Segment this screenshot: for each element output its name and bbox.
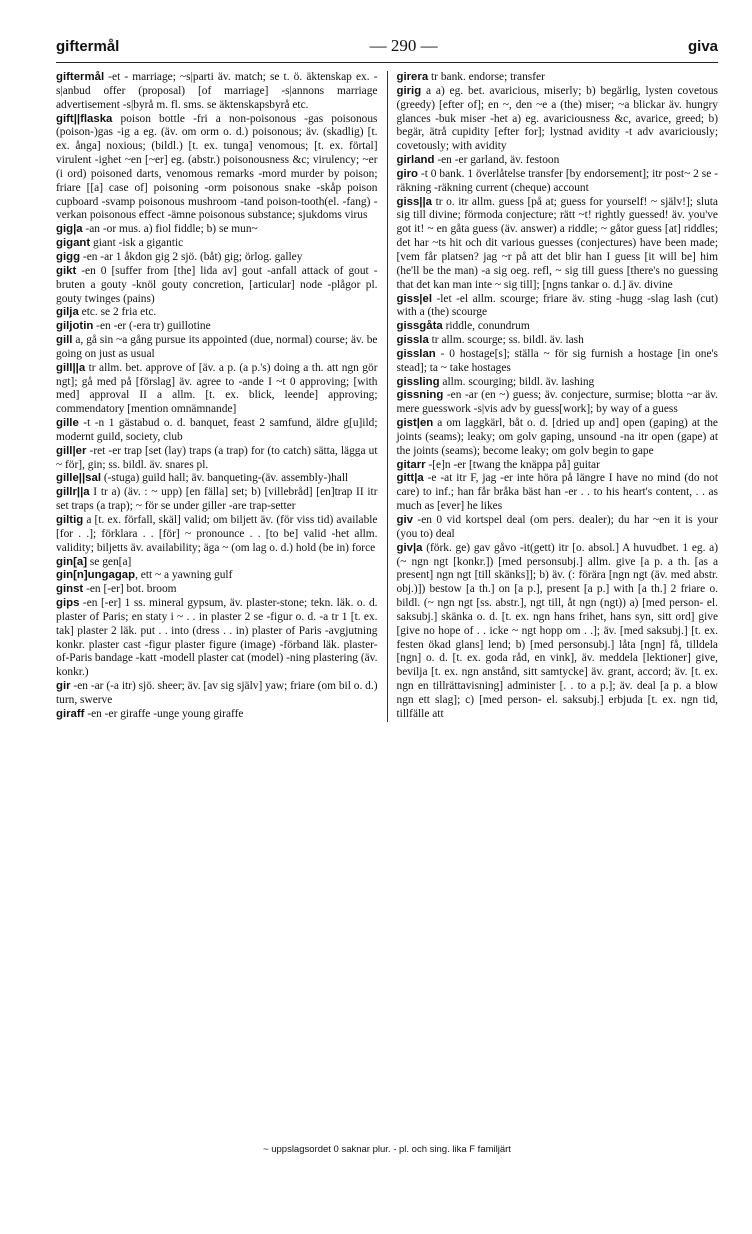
entry-definition: -let -el allm. scourge; friare äv. sting -hugg -slag lash (cut) with a (the) scourge (396, 292, 718, 319)
dictionary-entry (56, 265, 378, 307)
dictionary-entry (397, 417, 719, 459)
entry-definition: , ett ~ a yawning gulf (135, 569, 233, 582)
entry-headword: gissla (396, 334, 429, 347)
page-header (56, 36, 718, 63)
entry-definition: tr o. itr allm. guess [på at; guess for yourself! ~ själv!]; sluta sig till divine; förmoda conjecture; rätt ~t! rightly guessed! äv. you've got it! ~ en gåta guess (äv. answer) a riddle; ~ gåtor guess [at] riddles; det har ~ts hit och dit various guesses (conjectures) have been made; [vem får platsen? jag ~r på att det blir han I guess [it will be] him (he'll be the man) -a sig oeg. refl, ~ sig till guess [there's no guessing that det kan man inte ~ sig till]; [ngns tankar o. d.] äv. divine (396, 195, 718, 291)
entry-definition: -an -or mus. a) fiol fiddle; b) se mun~ (82, 223, 258, 236)
entry-definition: giant -isk a gigantic (90, 237, 184, 250)
entry-headword: giro (396, 167, 419, 180)
entry-headword: gin[a] (56, 555, 88, 568)
dictionary-entry (397, 320, 719, 334)
dictionary-entry (397, 71, 719, 85)
dictionary-entry (397, 85, 719, 154)
entry-headword: gitt|a (396, 472, 424, 485)
entry-headword: gille||sal (56, 472, 101, 485)
entry-headword: gigg (56, 250, 81, 263)
entry-definition: - 0 hostage[s]; ställa ~ för sig furnish a hostage [in one's stead]; ta ~ take hostages (396, 347, 718, 374)
entry-headword: gips (56, 597, 80, 610)
page-number: — 290 — (369, 36, 438, 55)
entry-headword: gill (56, 334, 73, 347)
entry-definition: a, gå sin ~a gång pursue its appointed (due, normal) course; äv. be going on just as usual (56, 334, 378, 360)
entry-headword: giraff (56, 707, 85, 720)
entry-definition: tr allm. bet. approve of [äv. a p. (a p.'s) doing a th. att ngn gör ngt]; gå med på [förslag] äv. agree to -ande I ~t 0 approving; [with med] approval II a allm. [t. ex. blick, leende] approving; commendatory [mention omnämnande] (56, 361, 378, 416)
dictionary-entry (56, 251, 378, 265)
dictionary-entry (56, 417, 378, 445)
entry-columns (56, 71, 718, 722)
entry-headword: giftermål (56, 71, 105, 83)
entry-definition: -en -er garland, äv. festoon (434, 154, 560, 167)
entry-definition: a a) eg. bet. avaricious, miserly; b) begärlig, lysten covetous (greedy) [efter of]; en ~, den ~e a (the) miser; ~a blickar äv. hungry glances -buk miser -het a) eg. avariciousness &c, avarice, greed; b) begär, ätrå cupidity [efter for]; lystnad avidity -t adv avariciously; covetously; with avidity (396, 84, 718, 153)
entry-headword: girland (396, 154, 435, 167)
dictionary-entry (56, 445, 378, 473)
dictionary-entry (397, 154, 719, 168)
entry-headword: gitarr (396, 458, 426, 471)
entry-headword: gill|er (56, 444, 87, 457)
entry-headword: giss|el (396, 292, 432, 305)
dictionary-entry (397, 514, 719, 542)
entry-headword: gig|a (56, 223, 83, 236)
left-column (56, 71, 388, 722)
entry-headword: giv|a (396, 541, 423, 554)
dictionary-entry (397, 376, 719, 390)
entry-headword: gist|en (396, 417, 434, 430)
entry-definition: -en -ar (-a itr) sjö. sheer; äv. [av sig själv] yaw; friare (om bil o. d.) turn, swerve (56, 680, 378, 706)
entry-definition: -en [-er] 1 ss. mineral gypsum, äv. plaster-stone; tekn. läk. o. d. plaster of Paris; en staty i ~ . . in plaster 2 se -figur o. d. -a tr 1 [t. ex. tak] plaster 2 läk. put . . into (dress . . in) plaster of Paris -avgjutning konkr. plaster cast -figur plaster figure (image) -förband läk. plaster-of-Paris bandage -katt -modell plaster cat (model) -ning plastering (äv. konkr.) (56, 597, 378, 679)
dictionary-entry (397, 348, 719, 376)
entry-headword: giljotin (56, 320, 94, 333)
entry-definition: -[e]n -er [twang the knäppa på] guitar (425, 458, 600, 471)
dictionary-entry (56, 113, 378, 224)
dictionary-entry (56, 306, 378, 320)
entry-definition: -t 0 bank. 1 överlåtelse transfer [by endorsement]; itr post~ 2 se -räkning -räkning current (cheque) account (396, 167, 718, 194)
dictionary-entry (397, 459, 719, 473)
dictionary-entry (56, 237, 378, 251)
entry-definition: poison bottle -fri a non-poisonous -gas poisonous (poison-)gas -ig a eg. (äv. om orm o. d.) poisonous; äv. (skadlig) [t. ex. ånga] noxious; (bildl.) [t. ex. tunga] venomous; [t. ex. förtal] virulent -ighet ~en [~er] eg. (abstr.) poisonousness &c; virulency; ~er (i ord) poisoned darts, venomous remarks -mord murder by poison; friare [[a] case of] poisoning -orm poisonous snake -skåp poison cupboard -svamp poisonous mushroom -tand poison-tooth(el. -fang) -verkan poisonous effect -ämne poisonous substance; sjukdoms virus (56, 112, 378, 222)
entry-definition: -en -ar 1 åkdon gig 2 sjö. (båt) gig; örlog. galley (80, 250, 303, 263)
dictionary-entry (397, 168, 719, 196)
entry-headword: gift||flaska (56, 112, 113, 125)
entry-headword: giltig (56, 514, 84, 526)
entry-definition: -e -at itr F, jag -er inte höra på längre I have no mind (do not care) to inf.; han får bråka bäst han -er . . to his heart's content, . . as much as [ever] he likes (396, 472, 718, 513)
dictionary-entry (56, 708, 378, 722)
entry-definition: etc. se 2 fria etc. (78, 306, 157, 319)
dictionary-entry (56, 680, 378, 708)
entry-headword: gissgåta (396, 320, 443, 333)
entry-headword: girig (396, 84, 422, 97)
dictionary-entry (56, 362, 378, 417)
entry-headword: giss||a (396, 195, 433, 208)
entry-definition: tr allm. scourge; ss. bildl. äv. lash (428, 334, 584, 347)
entry-definition: (-stuga) guild hall; äv. banqueting-(äv. assembly-)hall (101, 472, 349, 485)
abbreviation-key: ~ uppslagsordet 0 saknar plur. - pl. och sing. lika F familjärt (263, 1144, 511, 1155)
dictionary-entry (56, 597, 378, 680)
right-column (388, 71, 719, 722)
dictionary-entry (397, 293, 719, 321)
entry-headword: gilja (56, 306, 79, 319)
dictionary-entry (397, 542, 719, 722)
entry-definition: -t -n 1 gästabud o. d. banquet, feast 2 samfund, äldre g[u]ild; modernt guild, society, club (56, 417, 378, 443)
entry-headword: gin[n]ungagap (56, 569, 136, 582)
header-first-word: giftermål (56, 38, 120, 55)
entry-definition: a om laggkärl, båt o. d. [dried up and] open (gaping) at the joints (seams); leaky; om golv gaping, unsound -na itr open (gape) at the joints (seams); become leaky; om golv begin to gape (396, 417, 718, 457)
entry-headword: gillr||a (56, 486, 90, 499)
entry-headword: gisslan (396, 347, 436, 360)
entry-headword: gir (56, 680, 71, 693)
entry-headword: gissning (396, 389, 444, 402)
entry-definition: I tr a) (äv. : ~ upp) [en fälla] set; b) [villebråd] [en]trap II itr set traps (a trap); ~ för se under giller -are trap-setter (56, 486, 378, 513)
dictionary-entry (397, 196, 719, 293)
dictionary-entry (397, 389, 719, 417)
dictionary-entry (397, 472, 719, 514)
entry-definition: -ret -er trap [set (lay) traps (a trap) for (to catch) sätta, lägga ut ~ för], gin; ss. bildl. äv. snares pl. (56, 444, 378, 471)
dictionary-entry (56, 486, 378, 514)
entry-definition: (förk. ge) gav gåvo -it(gett) itr [o. absol.] A huvudbet. 1 eg. a) (~ ngn ngt [konkr.]) [med personsubj.] allm. give [a p. a th. [as a present] ngn ngt [till skänks]]; b) äv. (: förära [ngn ngt (äv. med abstr. obj.)]) bestow [a th.] on [a p.], present [a p.] with [a th.] 2 friare o. bildl. (~ ngn ngt [ss. abstr.], ngt till, åt ngn (ngt)) a) [med person- el. saksubj.] skänka o. d. [t. ex. ngn hans frihet, hans syn, sitt ord] give [give no hope of . . icke ~ ngt hopp om . .]; äv. [med saksubj.] [t. ex. festen ökad glans] lend; b) [med personsubj.] låta [ngn] få, tilldela [ngn] o. d. [t. ex. goda råd, en vink], äv. meddela [lektioner] give, bevilja [t. ex. ngn anstånd, sitt samtycke] äv. grant, accord; äv. [t. ex. ngn en tillrättavisning] administer [. . to a p.]; äv. deal [a p. a blow ngn ett slag]; c) [med person- el. saksubj.] erbjuda [t. ex. ngn tid, tillfälle att (396, 541, 718, 720)
dictionary-entry (56, 472, 378, 486)
dictionary-entry (397, 334, 719, 348)
entry-definition: allm. scourging; bildl. äv. lashing (439, 375, 595, 388)
entry-definition: -en -er (-era tr) guillotine (93, 320, 211, 333)
entry-definition: se gen[a] (87, 555, 132, 568)
entry-headword: giv (396, 514, 413, 526)
entry-headword: gill||a (56, 361, 86, 374)
entry-headword: gikt (56, 264, 77, 277)
dictionary-entry (56, 514, 378, 556)
entry-definition: a [t. ex. förfall, skäl] valid; om biljett äv. (för viss tid) available [for . .]; förklara . . [för] ~ pronounce . . [to be] valid -het allm. validity; biljetts äv. availability; äga ~ (om lag o. d.) hold (be in) force (56, 514, 378, 554)
dictionary-entry (56, 320, 378, 334)
dictionary-entry (56, 569, 378, 583)
entry-definition: -en 0 [suffer from [the] lida av] gout -anfall attack of gout -bruten a gouty -knöl gouty concretion, [articular] node -plågor pl. gouty twinges (pains) (56, 264, 378, 305)
entry-definition: -en -ar (en ~) guess; äv. conjecture, surmise; blotta ~ar äv. mere guesswork -s|vis adv by guess[work]; by way of a guess (396, 389, 718, 416)
entry-definition: -en [-er] bot. broom (83, 583, 177, 596)
entry-headword: girera (396, 71, 429, 83)
dictionary-entry (56, 223, 378, 237)
dictionary-entry (56, 334, 378, 362)
entry-headword: gille (56, 417, 79, 430)
entry-definition: -et - marriage; ~s|parti äv. match; se t. ö. äktenskap ex. -s|anbud offer (proposal) [of marriage] -s|annons marriage advertisement -s|byrå m. fl. sms. se äktenskapsbyrå etc. (56, 71, 378, 111)
entry-headword: gissling (396, 375, 440, 388)
dictionary-entry (56, 556, 378, 570)
dictionary-entry (56, 71, 378, 113)
header-last-word: giva (687, 38, 718, 55)
dictionary-entry (56, 583, 378, 597)
entry-definition: riddle, conundrum (442, 320, 530, 333)
entry-definition: -en 0 vid kortspel deal (om pers. dealer); du har ~en it is your (you to) deal (396, 514, 718, 540)
entry-headword: ginst (56, 583, 84, 596)
entry-headword: gigant (56, 237, 91, 250)
entry-definition: -en -er giraffe -unge young giraffe (84, 707, 244, 720)
entry-definition: tr bank. endorse; transfer (428, 71, 545, 83)
